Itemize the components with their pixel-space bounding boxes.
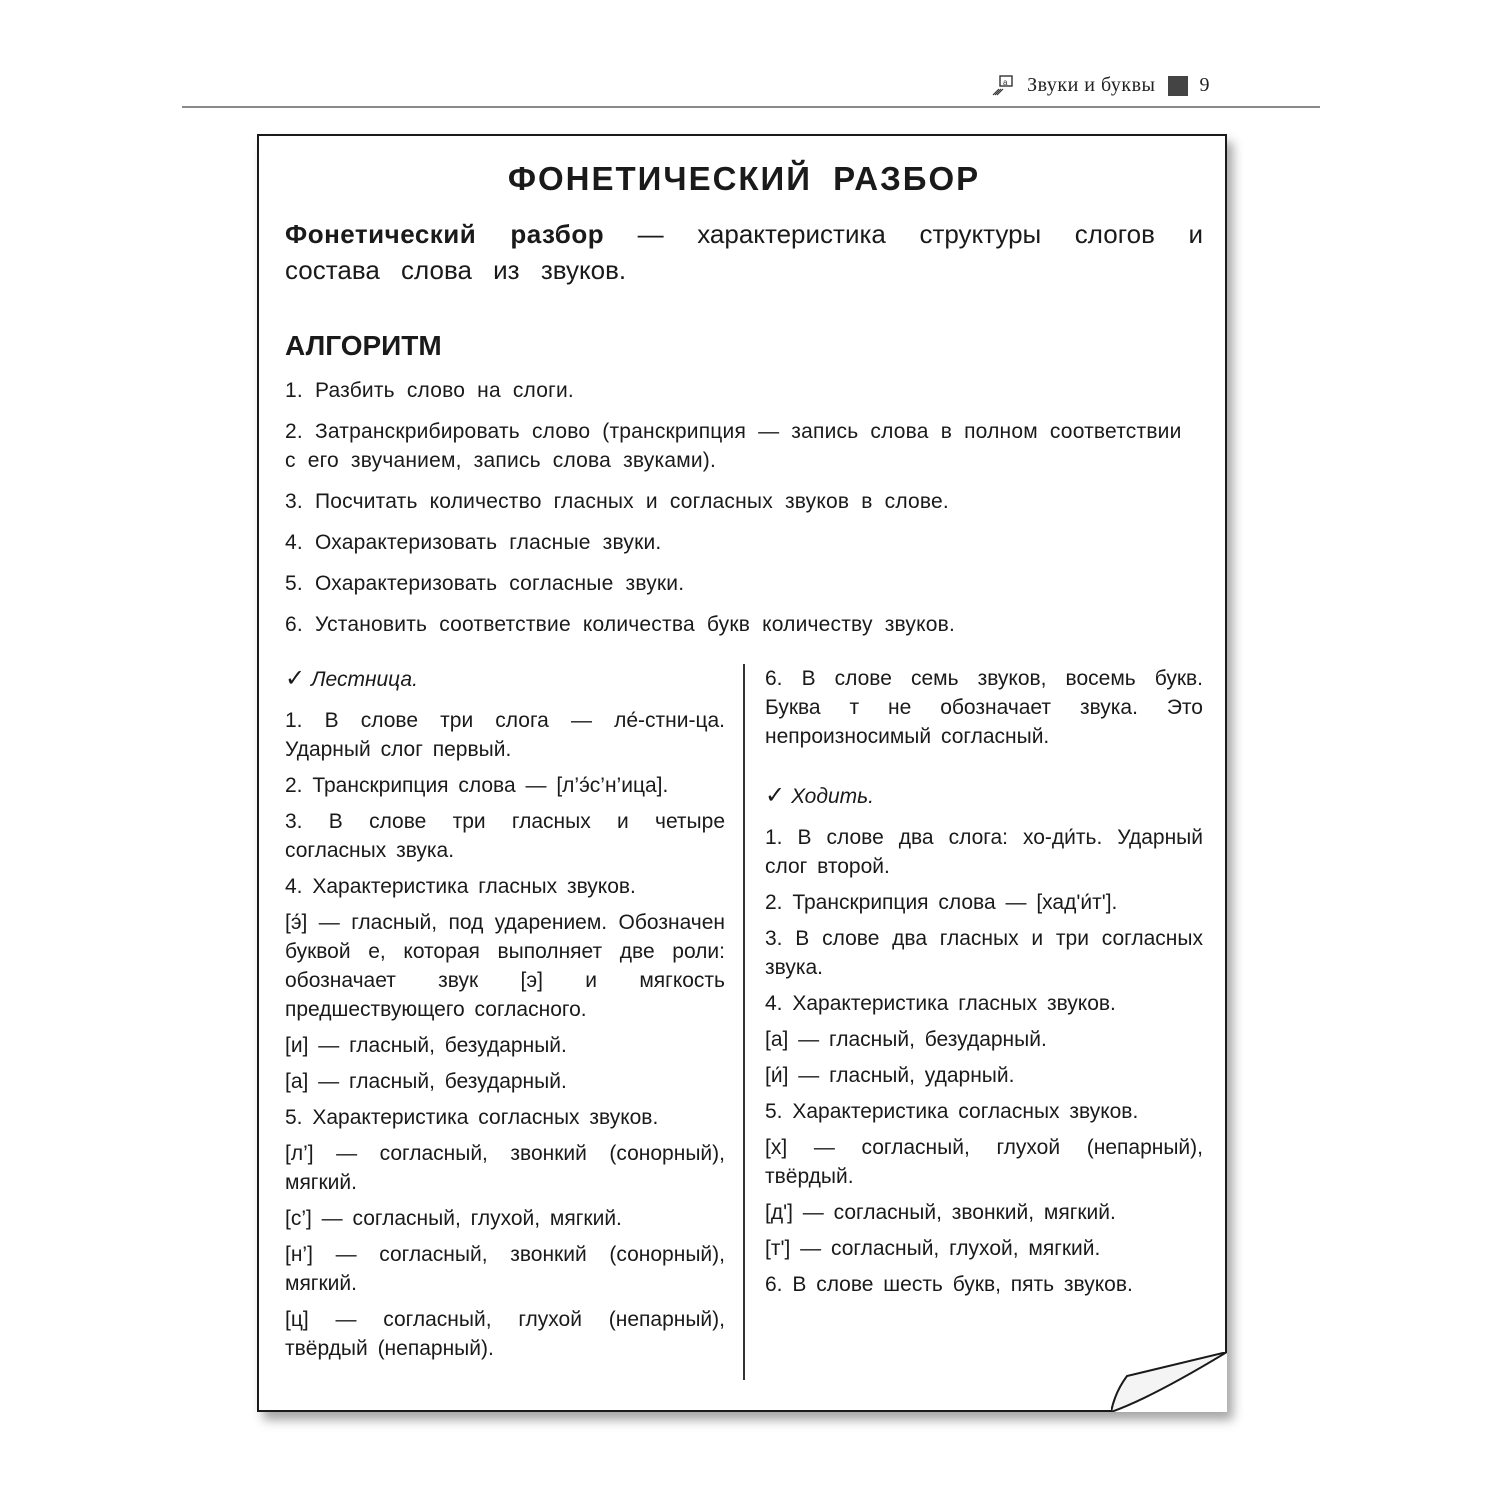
example-line: 6. В слове шесть букв, пять звуков. [765,1273,1133,1296]
example-title [285,664,725,694]
example-line: [а] — гласный, безударный. [285,1070,567,1093]
algorithm-step: 3. Посчитать количество гласных и согласных звуков в слове. [285,490,949,513]
example-line: 3. В слове три гласных и четыре согласных звука. [285,810,725,862]
example-line: 3. В слове два гласных и три согласных звука. [765,927,1203,979]
example-line: [л’] — согласный, звонкий (сонорный), мягкий. [285,1142,725,1194]
example-line: [а] — гласный, безударный. [765,1028,1047,1051]
definition-term: Фонетический разбор [285,219,605,249]
example-line: [э́] — гласный, под ударением. Обозначен буквой е, которая выполняет две роли: обозначает звук [э] и мягкость предшествующего согласного. [285,911,725,1021]
algorithm-step: 4. Охарактеризовать гласные звуки. [285,531,662,554]
section-title: Звуки и буквы [1027,74,1156,96]
example-line: [х] — согласный, глухой (непарный), твёрдый. [765,1136,1203,1188]
example-line: 4. Характеристика гласных звуков. [285,875,636,898]
example-word: Лестница. [311,668,418,691]
algorithm-step: 6. Установить соответствие количества букв количеству звуков. [285,613,956,636]
examples-columns [285,664,1203,1384]
example-line: [и́] — гласный, ударный. [765,1064,1015,1087]
running-header [991,74,1210,97]
card-content [285,156,1203,651]
definition [285,216,1203,288]
algorithm-step: 1. Разбить слово на слоги. [285,379,574,402]
book-sound-icon [991,75,1015,97]
example-line: [н’] — согласный, звонкий (сонорный), мягкий. [285,1243,725,1295]
header-rule [182,106,1320,108]
example-line: 2. Транскрипция слова — [хад'и́т']. [765,891,1118,914]
example-line: 4. Характеристика гласных звуков. [765,992,1116,1015]
example-line: [с’] — согласный, глухой, мягкий. [285,1207,622,1230]
example-line: 6. В слове семь звуков, восемь букв. Буква т не обозначает звука. Это непроизносимый согласный. [765,667,1203,748]
example-line: 1. В слове два слога: хо-ди́ть. Ударный слог второй. [765,826,1203,878]
check-mark-icon: ✓ [285,665,306,692]
example-line: 1. В слове три слога — ле́-стни-ца. Ударный слог первый. [285,709,725,761]
example-line: [т'] — согласный, глухой, мягкий. [765,1237,1101,1260]
example-column-left [285,664,725,1370]
example-column-right [765,664,1203,1306]
example-line: [и] — гласный, безударный. [285,1034,567,1057]
check-mark-icon: ✓ [765,782,786,809]
example-line: [д'] — согласный, звонкий, мягкий. [765,1201,1116,1224]
page-number: 9 [1199,74,1210,96]
example-line: 5. Характеристика согласных звуков. [285,1106,659,1129]
column-divider [743,664,745,1380]
info-card [257,134,1227,1412]
example-line: 2. Транскрипция слова — [л’э́с’н’ица]. [285,774,669,797]
example-word: Ходить. [791,785,874,808]
algorithm-step: 2. Затранскрибировать слово (транскрипция — запись слова в полном соответствии с его звучанием, запись слова звуками). [285,420,1182,472]
example-line: 5. Характеристика согласных звуков. [765,1100,1139,1123]
page-curl-icon [1111,1352,1227,1412]
algorithm-heading: АЛГОРИТМ [285,330,442,361]
algorithm-list [285,376,1203,639]
card-title: ФОНЕТИЧЕСКИЙ РАЗБОР [507,160,981,197]
square-marker-icon [1168,76,1188,96]
svg-text:а: а [1003,77,1009,87]
example-title [765,781,1203,811]
algorithm-step: 5. Охарактеризовать согласные звуки. [285,572,685,595]
definition-text: — характеристика структуры слогов и состава слова из звуков. [285,219,1203,285]
example-line: [ц] — согласный, глухой (непарный), твёрдый (непарный). [285,1308,725,1360]
